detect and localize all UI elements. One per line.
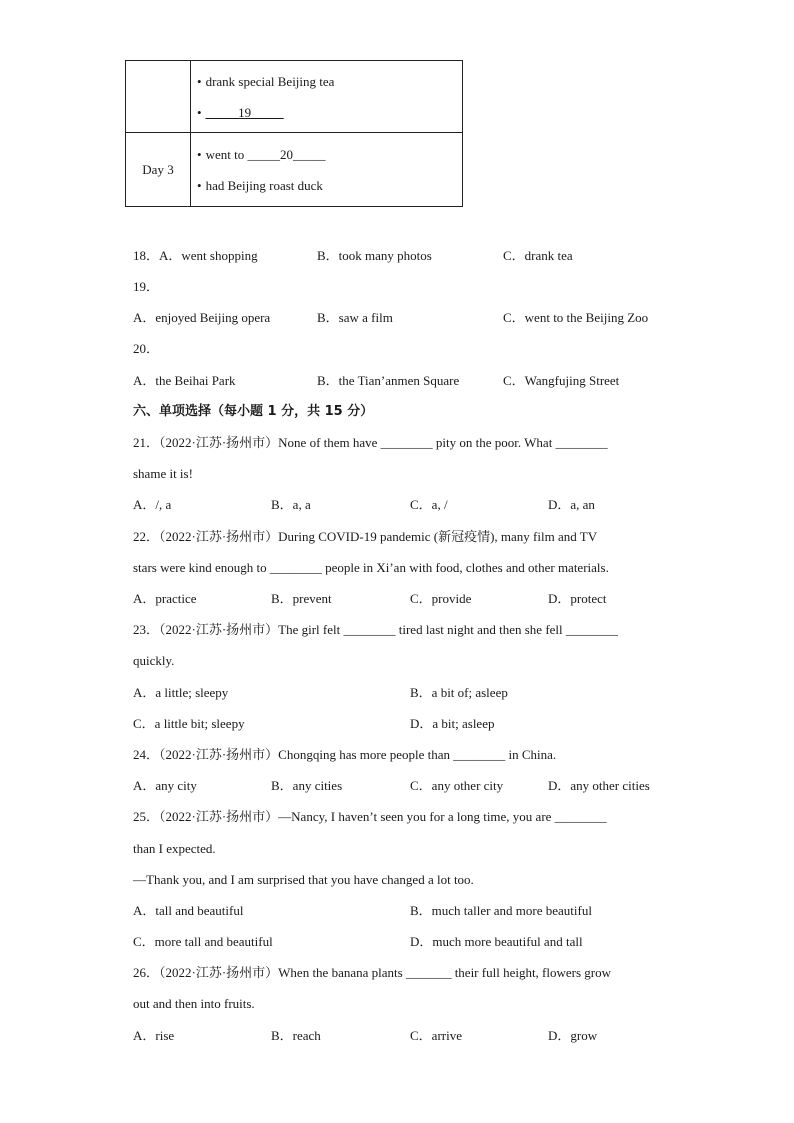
activity-item xyxy=(197,66,462,97)
q21-option-d: D．a, an xyxy=(548,497,595,512)
q23-option-a: A．a little; sleepy xyxy=(133,685,229,700)
q25-option-c: C．more tall and beautiful xyxy=(133,934,273,949)
q23-option-b: B．a bit of; asleep xyxy=(410,685,508,700)
q20-option-c: C．Wangfujing Street xyxy=(503,373,620,388)
q21-option-b: B．a, a xyxy=(271,497,311,512)
q21-option-c: C．a, / xyxy=(410,497,448,512)
q26-option-a: A．rise xyxy=(133,1028,175,1043)
q26-stem-line2: out and then into fruits. xyxy=(133,996,255,1011)
q20-number: 20． xyxy=(133,341,160,356)
q19-option-c: C．went to the Beijing Zoo xyxy=(503,310,649,325)
q23-option-d: D．a bit; asleep xyxy=(410,716,495,731)
q18-option-b: B．took many photos xyxy=(317,248,432,263)
table-row xyxy=(126,61,463,133)
q24-stem-line1: 24．（2022·江苏·扬州市）Chongqing has more people than ________ in China. xyxy=(133,747,557,762)
q25-option-a: A．tall and beautiful xyxy=(133,903,244,918)
q18-option-c: C．drank tea xyxy=(503,248,573,263)
activity-text: drank special Beijing tea xyxy=(205,73,335,89)
day-cell xyxy=(126,61,191,133)
q25-stem-line3: —Thank you, and I am surprised that you have changed a lot too. xyxy=(133,872,474,887)
day-cell: Day 3 xyxy=(126,133,191,207)
q21-option-a: A．/, a xyxy=(133,497,172,512)
activity-item xyxy=(197,139,462,170)
q24-option-d: D．any other cities xyxy=(548,778,650,793)
q21-stem-line1: 21．（2022·江苏·扬州市）None of them have ________ pity on the poor. What ________ xyxy=(133,435,608,450)
q24-option-b: B．any cities xyxy=(271,778,343,793)
bullet: • xyxy=(197,146,202,162)
q18-option-a: 18．A．went shopping xyxy=(133,248,258,263)
q23-stem-line1: 23．（2022·江苏·扬州市）The girl felt ________ tired last night and then she fell ________ xyxy=(133,622,618,637)
activities-cell xyxy=(191,61,463,133)
q22-stem-line1: 22．（2022·江苏·扬州市）During COVID-19 pandemic (新冠疫情), many film and TV xyxy=(133,529,598,544)
q26-option-c: C．arrive xyxy=(410,1028,462,1043)
activity-item xyxy=(197,97,462,128)
q22-option-a: A．practice xyxy=(133,591,197,606)
q24-option-a: A．any city xyxy=(133,778,197,793)
bullet: • xyxy=(197,73,202,89)
blank-19: _____19_____ xyxy=(205,104,284,120)
q22-option-c: C．provide xyxy=(410,591,472,606)
q24-option-c: C．any other city xyxy=(410,778,504,793)
q22-option-d: D．protect xyxy=(548,591,607,606)
q19-number: 19． xyxy=(133,279,160,294)
q20-option-a: A．the Beihai Park xyxy=(133,373,236,388)
q19-option-b: B．saw a film xyxy=(317,310,393,325)
q19-option-a: A．enjoyed Beijing opera xyxy=(133,310,271,325)
q25-option-b: B．much taller and more beautiful xyxy=(410,903,592,918)
table-row xyxy=(126,133,463,207)
q25-option-d: D．much more beautiful and tall xyxy=(410,934,583,949)
q22-option-b: B．prevent xyxy=(271,591,332,606)
bullet: • xyxy=(197,177,202,193)
q26-option-b: B．reach xyxy=(271,1028,321,1043)
q25-stem-line1: 25．（2022·江苏·扬州市）—Nancy, I haven’t seen you for a long time, you are ________ xyxy=(133,809,607,824)
activity-text: had Beijing roast duck xyxy=(205,177,323,193)
q26-option-d: D．grow xyxy=(548,1028,598,1043)
activity-text: went to _____20_____ xyxy=(205,146,326,162)
q26-stem-line1: 26．（2022·江苏·扬州市）When the banana plants _______ their full height, flowers grow xyxy=(133,965,612,980)
q22-stem-line2: stars were kind enough to ________ people in Xi’an with food, clothes and other materials. xyxy=(133,560,609,575)
trip-schedule-table xyxy=(125,60,463,207)
bullet: • xyxy=(197,104,202,120)
q20-option-b: B．the Tian’anmen Square xyxy=(317,373,460,388)
q25-stem-line2: than I expected. xyxy=(133,841,216,856)
q23-stem-line2: quickly. xyxy=(133,653,175,668)
activity-item xyxy=(197,170,462,201)
q23-option-c: C．a little bit; sleepy xyxy=(133,716,245,731)
section-title: 六、单项选择（每小题 1 分，共 15 分） xyxy=(133,404,374,419)
activities-cell xyxy=(191,133,463,207)
q21-stem-line2: shame it is! xyxy=(133,466,193,481)
